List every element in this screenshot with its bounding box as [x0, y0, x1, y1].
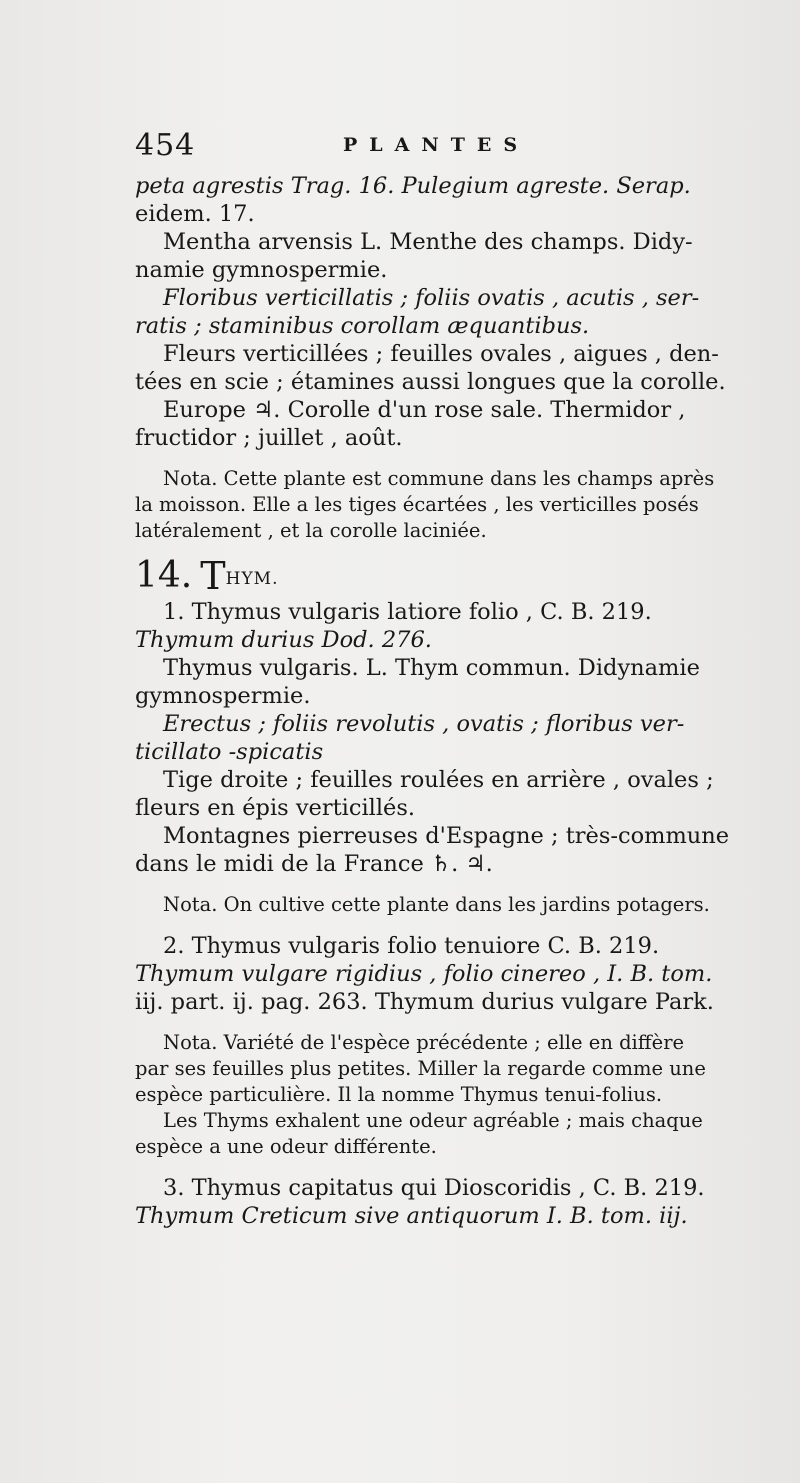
text-line: Nota. Variété de l'espèce précédente ; elle en diffère — [163, 1031, 685, 1054]
text-line: Tige droite ; feuilles roulées en arrière , ovales ; — [163, 767, 714, 793]
paragraph-gap — [135, 1016, 765, 1030]
paragraph-gap — [135, 452, 765, 466]
text-line: fleurs en épis verticillés. — [135, 795, 416, 821]
text-line: par ses feuilles plus petites. Miller la regarde comme une — [135, 1057, 706, 1080]
text-line: Floribus verticillatis ; foliis ovatis , acutis , ser- — [163, 285, 700, 311]
running-title: PLANTES — [343, 134, 530, 156]
text-line: Thymum durius Dod. 276. — [135, 627, 432, 653]
text-line: Europe ♃. Corolle d'un rose sale. Thermidor , — [163, 397, 686, 423]
text-line: ratis ; staminibus corollam æquantibus. — [135, 313, 590, 339]
text-line: la moisson. Elle a les tiges écartées , les verticilles posés — [135, 493, 699, 516]
text-line: tées en scie ; étamines aussi longues que la corolle. — [135, 369, 726, 395]
text-line: espèce particulière. Il la nomme Thymus tenui-folius. — [135, 1083, 663, 1106]
paragraph-gap — [135, 1160, 765, 1174]
text-line: Thymum vulgare rigidius , folio cinereo , I. B. tom. — [135, 961, 713, 987]
text-line: dans le midi de la France ♄. ♃. — [135, 851, 493, 877]
text-line: Nota. Cette plante est commune dans les champs après — [163, 467, 715, 490]
text-line: Mentha arvensis L. Menthe des champs. Didy- — [163, 229, 693, 255]
text-line: Les Thyms exhalent une odeur agréable ; mais chaque — [163, 1109, 703, 1132]
text-line: peta agrestis Trag. 16. Pulegium agreste. Serap. — [135, 173, 691, 199]
text-line: espèce a une odeur différente. — [135, 1135, 437, 1158]
paragraph-gap — [135, 878, 765, 892]
text-line: latéralement , et la corolle laciniée. — [135, 519, 487, 542]
text-line: iij. part. ij. pag. 263. Thymum durius vulgare Park. — [135, 989, 714, 1015]
text-line: Erectus ; foliis revolutis , ovatis ; floribus ver- — [163, 711, 685, 737]
page-number: 454 — [135, 128, 196, 163]
section-number: 14. — [135, 555, 193, 596]
text-line: fructidor ; juillet , août. — [135, 425, 403, 451]
section-title-rest: HYM. — [225, 569, 279, 589]
page-header — [135, 128, 775, 168]
paragraph-gap — [135, 918, 765, 932]
text-line: 3. Thymus capitatus qui Dioscoridis , C. B. 219. — [163, 1175, 705, 1201]
text-line: ticillato -spicatis — [135, 739, 324, 765]
section-heading — [135, 544, 765, 598]
text-line: namie gymnospermie. — [135, 257, 388, 283]
text-line: Thymum Creticum sive antiquorum I. B. tom. iij. — [135, 1203, 688, 1229]
text-line: Thymus vulgaris. L. Thym commun. Didynamie — [163, 655, 700, 681]
text-line: 2. Thymus vulgaris folio tenuiore C. B. 219. — [163, 933, 660, 959]
mentha-block — [135, 172, 765, 544]
text-line: Fleurs verticillées ; feuilles ovales , aigues , den- — [163, 341, 719, 367]
text-line: Montagnes pierreuses d'Espagne ; très-commune — [163, 823, 730, 849]
text-line: eidem. 17. — [135, 201, 255, 227]
text-line: 1. Thymus vulgaris latiore folio , C. B. 219. — [163, 599, 652, 625]
thymus-block — [135, 598, 765, 1230]
text-line: gymnospermie. — [135, 683, 311, 709]
section-initial: T — [200, 554, 226, 598]
text-line: Nota. On cultive cette plante dans les jardins potagers. — [163, 893, 710, 916]
body-text — [135, 172, 765, 1230]
